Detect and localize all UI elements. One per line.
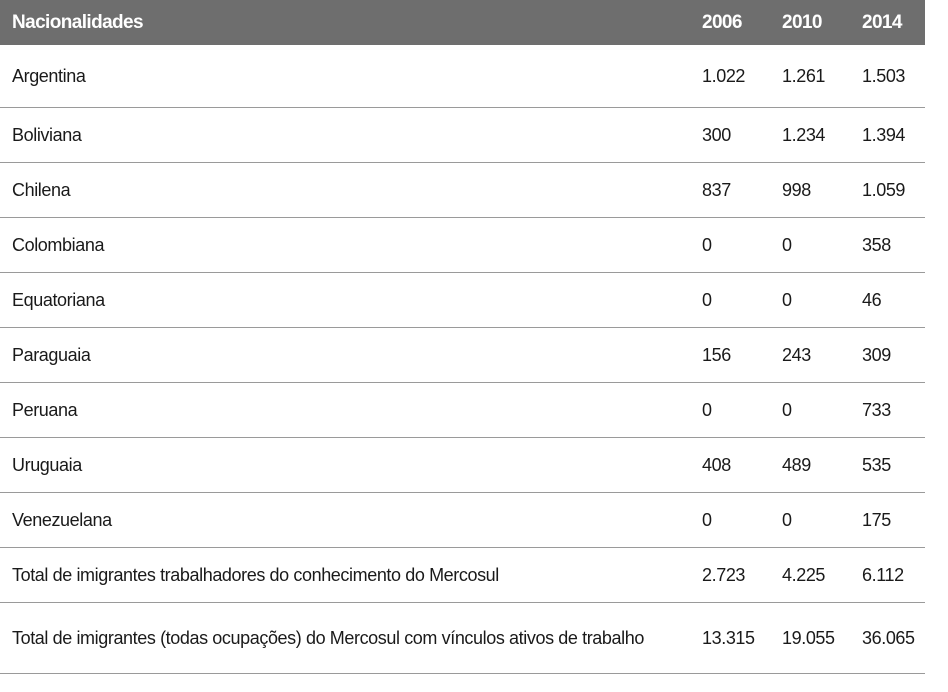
- cell-2006: 13.315: [690, 603, 770, 674]
- row-label: Colombiana: [0, 218, 690, 273]
- row-label: Paraguaia: [0, 328, 690, 383]
- cell-2014: 1.394: [850, 108, 925, 163]
- table-row: [0, 328, 925, 383]
- table-row: [0, 218, 925, 273]
- cell-2010: 0: [770, 383, 850, 438]
- table-row: [0, 163, 925, 218]
- header-year-2014: 2014: [850, 0, 925, 45]
- cell-2014: 358: [850, 218, 925, 273]
- row-label: Boliviana: [0, 108, 690, 163]
- cell-2014: 535: [850, 438, 925, 493]
- header-year-2010: 2010: [770, 0, 850, 45]
- header-year-2006: 2006: [690, 0, 770, 45]
- row-label: Peruana: [0, 383, 690, 438]
- cell-2014: 175: [850, 493, 925, 548]
- cell-2010: 1.234: [770, 108, 850, 163]
- table-row: [0, 383, 925, 438]
- cell-2010: 0: [770, 218, 850, 273]
- cell-2006: 2.723: [690, 548, 770, 603]
- cell-2010: 998: [770, 163, 850, 218]
- cell-2006: 408: [690, 438, 770, 493]
- header-nacionalidades: Nacionalidades: [0, 0, 690, 45]
- cell-2010: 4.225: [770, 548, 850, 603]
- cell-2014: 309: [850, 328, 925, 383]
- cell-2010: 489: [770, 438, 850, 493]
- cell-2006: 300: [690, 108, 770, 163]
- cell-2014: 1.059: [850, 163, 925, 218]
- table-body: [0, 45, 925, 674]
- table-row: [0, 45, 925, 108]
- table-row-total-all: [0, 603, 925, 674]
- row-label: Venezuelana: [0, 493, 690, 548]
- cell-2010: 19.055: [770, 603, 850, 674]
- cell-2010: 243: [770, 328, 850, 383]
- cell-2014: 733: [850, 383, 925, 438]
- cell-2006: 156: [690, 328, 770, 383]
- header-row: [0, 0, 925, 45]
- cell-2006: 1.022: [690, 45, 770, 108]
- row-label: Total de imigrantes trabalhadores do conhecimento do Mercosul: [0, 548, 690, 603]
- row-label: Equatoriana: [0, 273, 690, 328]
- row-label: Argentina: [0, 45, 690, 108]
- cell-2014: 1.503: [850, 45, 925, 108]
- cell-2014: 36.065: [850, 603, 925, 674]
- table-row: [0, 493, 925, 548]
- row-label: Chilena: [0, 163, 690, 218]
- cell-2010: 1.261: [770, 45, 850, 108]
- table-row: [0, 273, 925, 328]
- cell-2006: 837: [690, 163, 770, 218]
- row-label: Total de imigrantes (todas ocupações) do Mercosul com vínculos ativos de trabalho: [0, 603, 690, 674]
- row-label: Uruguaia: [0, 438, 690, 493]
- table-row-total-knowledge: [0, 548, 925, 603]
- cell-2014: 6.112: [850, 548, 925, 603]
- table-header: [0, 0, 925, 45]
- cell-2014: 46: [850, 273, 925, 328]
- table-row: [0, 108, 925, 163]
- cell-2010: 0: [770, 273, 850, 328]
- cell-2010: 0: [770, 493, 850, 548]
- cell-2006: 0: [690, 493, 770, 548]
- table-row: [0, 438, 925, 493]
- cell-2006: 0: [690, 218, 770, 273]
- cell-2006: 0: [690, 273, 770, 328]
- cell-2006: 0: [690, 383, 770, 438]
